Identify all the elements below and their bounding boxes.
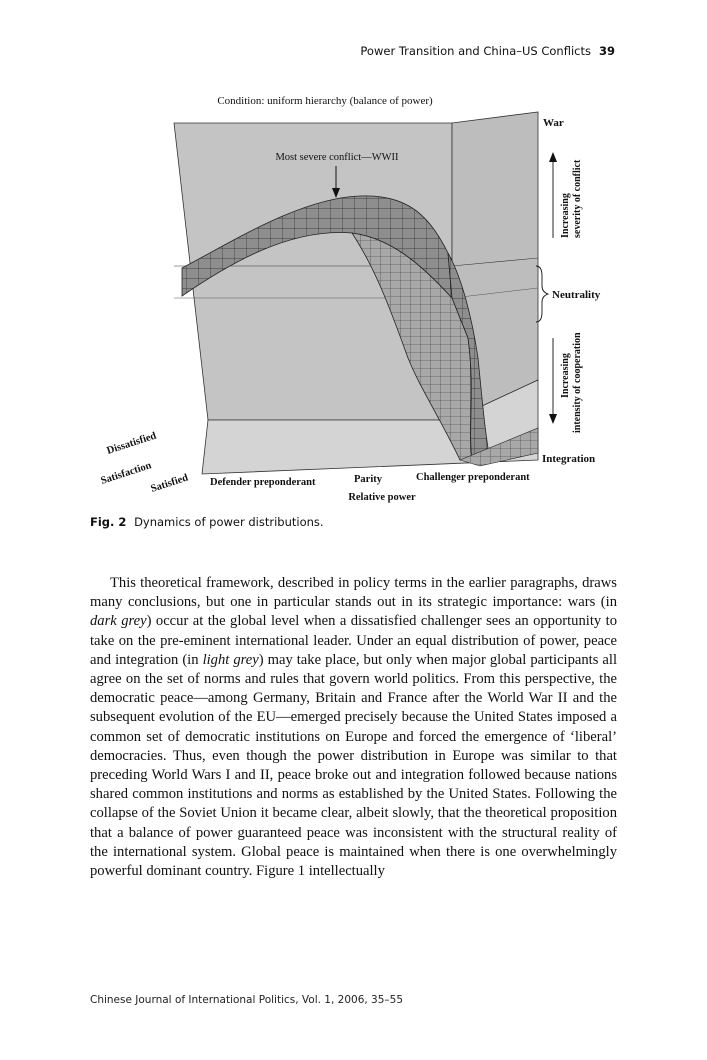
label-integration: Integration — [542, 453, 596, 465]
axis-label-dissatisfied: Dissatisfied — [105, 430, 158, 457]
footer-citation: Chinese Journal of International Politics, Vol. 1, 2006, 35–55 — [90, 994, 404, 1006]
cooperation-arrow-head — [549, 414, 557, 424]
axis-label-satisfied: Satisfied — [149, 472, 190, 495]
caption-text: Dynamics of power distributions. — [134, 515, 324, 529]
figure-caption — [90, 515, 324, 529]
label-war: War — [543, 117, 564, 129]
figure-svg — [90, 88, 620, 508]
label-increasing-cooperation-2: intensity of cooperation — [572, 332, 583, 433]
running-title: Power Transition and China–US Conflicts — [360, 44, 591, 58]
severity-arrow-head — [549, 152, 557, 162]
label-increasing-severity-2: severity of conflict — [572, 159, 583, 238]
figure-3d-surface — [90, 88, 620, 508]
figure-label: Fig. 2 — [90, 515, 127, 529]
label-neutrality: Neutrality — [552, 289, 601, 301]
label-increasing-severity-1: Increasing — [560, 193, 571, 238]
peak-annotation: Most severe conflict—WWII — [275, 152, 399, 163]
body-paragraph: This theoretical framework, described in policy terms in the earlier paragraphs, draws many conclusions, but one in particular stands out in its strategic importance: wars (in dark grey) occur at the global level when a dissatisfied challenger sees an opportunity to take on the pre-eminent international leader. Under an equal distribution of power, peace and integration (in light grey) may take place, but only when major global participants all agree on the set of norms and rules that govern world politics. From this perspective, the democratic peace—among Germany, Britain and France after the World War II and the subsequent evolution of the EU—emerged precisely because the United States imposed a common set of democratic institutions on Europe and forced the emergence of ‘liberal’ democracies. Thus, even though the power distribution in Europe was similar to that preceding World Wars I and II, peace broke out and integration followed because nations shared common institutions and norms as established by the United States. Following the collapse of the Soviet Union it became clear, albeit slowly, that the theoretical proposition that a balance of power guaranteed peace was inconsistent with the structural reality of the international system. Global peace is maintained when there is one overwhelmingly powerful dominant country. Figure 1 intellectually — [90, 575, 618, 880]
axis-label-parity: Parity — [354, 474, 382, 485]
axis-label-challenger-preponderant: Challenger preponderant — [416, 472, 530, 483]
condition-title: Condition: uniform hierarchy (balance of power) — [217, 95, 433, 107]
page-number: 39 — [598, 44, 615, 58]
running-head — [360, 44, 615, 58]
axis-title-relative-power: Relative power — [348, 492, 416, 503]
label-increasing-cooperation-1: Increasing — [560, 353, 571, 398]
axis-label-defender-preponderant: Defender preponderant — [210, 477, 316, 488]
axis-title-satisfaction: Satisfaction — [99, 460, 153, 487]
